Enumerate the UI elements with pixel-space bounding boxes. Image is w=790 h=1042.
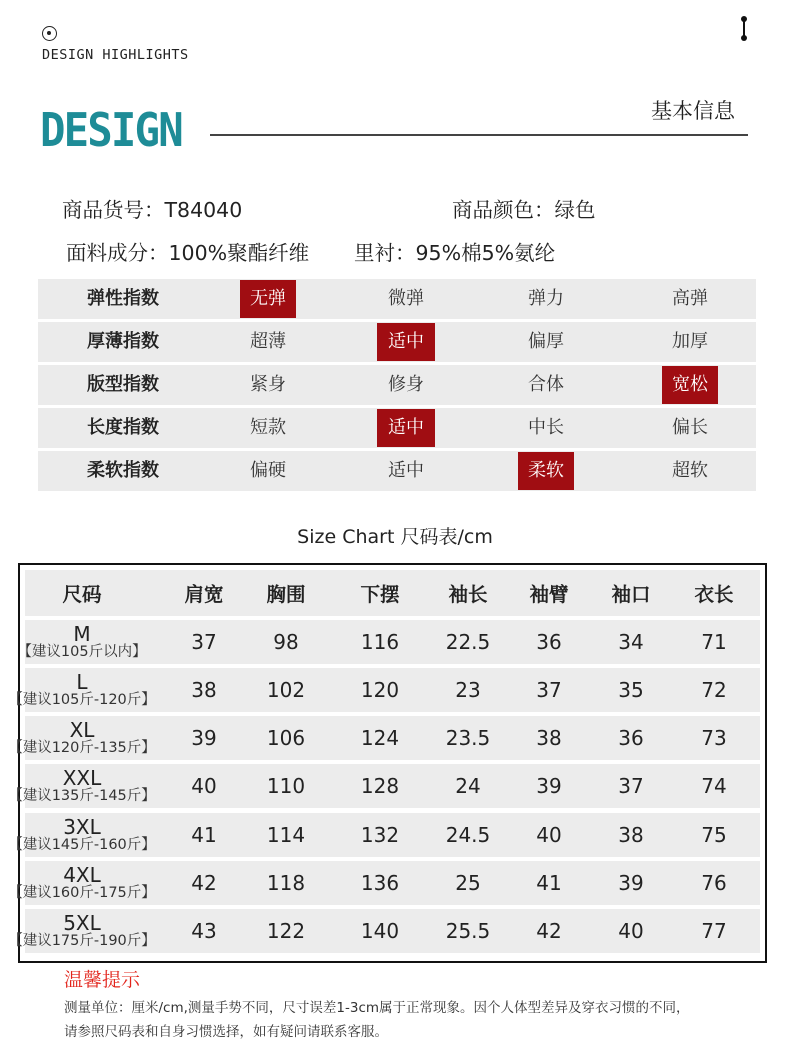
size-table-value: 38 — [191, 678, 217, 702]
size-cell — [2, 620, 162, 664]
size-label: 5XL — [63, 910, 101, 935]
size-table-value: 41 — [191, 823, 217, 847]
size-table-value: 39 — [191, 726, 217, 750]
size-table-header-cell: 肩宽 — [184, 583, 224, 606]
size-table-value: 39 — [536, 774, 562, 798]
item-color: 商品颜色：绿色 — [452, 198, 596, 222]
size-table-value: 118 — [266, 871, 306, 895]
index-row-name: 弹性指数 — [87, 288, 159, 309]
size-table-value: 76 — [701, 871, 727, 895]
size-weight-note: 【建议105斤-120斤】 — [8, 691, 156, 708]
size-table-value: 43 — [191, 919, 217, 943]
size-table-header-cell: 尺码 — [62, 583, 102, 606]
size-table-value: 102 — [266, 678, 306, 702]
size-label: M — [73, 621, 91, 646]
size-weight-note: 【建议145斤-160斤】 — [8, 836, 156, 853]
item-number: 商品货号：T84040 — [62, 198, 243, 222]
size-label: 3XL — [63, 814, 101, 839]
index-option: 合体 — [528, 374, 564, 395]
size-weight-note: 【建议175斤-190斤】 — [8, 932, 156, 949]
size-weight-note: 【建议120斤-135斤】 — [8, 739, 156, 756]
size-table-value: 36 — [618, 726, 644, 750]
lining-composition: 里衬：95%棉5%氨纶 — [354, 241, 556, 265]
index-option: 超软 — [672, 460, 708, 481]
index-option: 弹力 — [528, 288, 564, 309]
size-table-value: 124 — [360, 726, 400, 750]
index-option: 高弹 — [672, 288, 708, 309]
size-label: 4XL — [63, 862, 101, 887]
size-table-row — [8, 716, 760, 760]
index-row — [38, 408, 756, 448]
size-table-value: 98 — [273, 630, 299, 654]
size-table-row — [17, 620, 760, 664]
size-weight-note: 【建议160斤-175斤】 — [8, 884, 156, 901]
index-option: 加厚 — [672, 331, 708, 352]
index-row — [38, 451, 756, 491]
size-table-value: 37 — [536, 678, 562, 702]
index-option: 超薄 — [250, 331, 286, 352]
size-table-value: 73 — [701, 726, 727, 750]
index-option-selected: 宽松 — [662, 366, 718, 404]
index-row-name: 长度指数 — [87, 417, 159, 438]
index-option: 中长 — [528, 417, 564, 438]
size-table-value: 23 — [455, 678, 481, 702]
size-chart-caption: Size Chart 尺码表/cm — [297, 526, 493, 548]
size-table-value: 42 — [536, 919, 562, 943]
size-table-value: 24 — [455, 774, 481, 798]
size-weight-note: 【建议135斤-145斤】 — [8, 787, 156, 804]
size-table-value: 110 — [266, 774, 306, 798]
index-option-selected: 无弹 — [240, 280, 296, 318]
size-cell — [2, 716, 162, 760]
size-table-value: 22.5 — [445, 630, 491, 654]
size-table-header — [25, 570, 760, 616]
size-table-row — [8, 813, 760, 857]
index-row-name: 版型指数 — [87, 374, 159, 395]
size-table-value: 120 — [360, 678, 400, 702]
size-table-value: 132 — [360, 823, 400, 847]
target-icon — [42, 26, 57, 41]
index-row — [38, 322, 756, 362]
size-label: XXL — [62, 765, 102, 790]
size-table-value: 34 — [618, 630, 644, 654]
handle-icon — [742, 16, 746, 40]
size-table-value: 136 — [360, 871, 400, 895]
index-row-name: 柔软指数 — [87, 460, 159, 481]
size-table-value: 40 — [536, 823, 562, 847]
design-title: DESIGN — [40, 103, 182, 157]
size-label: XL — [69, 717, 95, 742]
size-table-value: 37 — [618, 774, 644, 798]
size-label: L — [76, 669, 88, 694]
title-divider — [210, 134, 748, 136]
size-table-value: 140 — [360, 919, 400, 943]
size-table-value: 74 — [701, 774, 727, 798]
size-table-row — [8, 668, 760, 712]
size-table-value: 42 — [191, 871, 217, 895]
size-table-value: 23.5 — [445, 726, 491, 750]
size-cell — [2, 813, 162, 857]
size-table-value: 128 — [360, 774, 400, 798]
size-table-value: 106 — [266, 726, 306, 750]
size-table-header-cell: 袖长 — [448, 583, 488, 606]
size-table-value: 35 — [618, 678, 644, 702]
size-cell — [2, 668, 162, 712]
design-highlights-label: DESIGN HIGHLIGHTS — [42, 47, 189, 63]
tips-text-line-1: 测量单位：厘米/cm,测量手势不同，尺寸误差1-3cm属于正常现象。因个人体型差异及穿衣习惯的不同， — [64, 1000, 690, 1016]
size-cell — [2, 764, 162, 808]
size-table-header-cell: 胸围 — [266, 583, 306, 606]
index-option: 紧身 — [250, 374, 286, 395]
index-option: 偏厚 — [528, 331, 564, 352]
size-table-value: 36 — [536, 630, 562, 654]
size-table-value: 40 — [191, 774, 217, 798]
size-table-value: 122 — [266, 919, 306, 943]
index-option-selected: 适中 — [377, 323, 435, 361]
size-table-value: 38 — [618, 823, 644, 847]
size-table-row — [8, 861, 760, 905]
size-table-row — [8, 764, 760, 808]
size-cell — [2, 861, 162, 905]
index-row — [38, 365, 756, 405]
tips-title: 温馨提示 — [64, 969, 141, 991]
size-table-value: 116 — [360, 630, 400, 654]
size-table-header-cell: 袖口 — [611, 583, 651, 606]
size-table-header-cell: 袖臂 — [529, 583, 569, 606]
index-option: 短款 — [250, 417, 286, 438]
size-table-value: 114 — [266, 823, 306, 847]
size-table-header-cell: 衣长 — [694, 583, 734, 606]
index-option: 适中 — [388, 460, 424, 481]
index-option: 微弹 — [388, 288, 424, 309]
size-table-value: 37 — [191, 630, 217, 654]
size-table-row — [8, 909, 760, 953]
index-row — [38, 279, 756, 319]
size-table-value: 71 — [701, 630, 727, 654]
index-option: 偏长 — [672, 417, 708, 438]
size-weight-note: 【建议105斤以内】 — [17, 643, 147, 660]
size-table-value: 25 — [455, 871, 481, 895]
tips-text-line-2: 请参照尺码表和自身习惯选择，如有疑问请联系客服。 — [64, 1024, 388, 1040]
size-table-header-cell: 下摆 — [360, 583, 400, 606]
size-cell — [2, 909, 162, 953]
basic-info-label: 基本信息 — [651, 99, 735, 123]
size-table-value: 77 — [701, 919, 727, 943]
size-table — [8, 563, 767, 963]
size-table-value: 25.5 — [445, 919, 491, 943]
fabric-composition: 面料成分：100%聚酯纤维 — [66, 241, 310, 265]
size-table-value: 72 — [701, 678, 727, 702]
size-table-value: 75 — [701, 823, 727, 847]
size-table-value: 39 — [618, 871, 644, 895]
size-table-value: 41 — [536, 871, 562, 895]
index-option: 修身 — [388, 374, 424, 395]
index-option-selected: 适中 — [377, 409, 435, 447]
index-row-name: 厚薄指数 — [87, 331, 159, 352]
index-option-selected: 柔软 — [518, 452, 574, 490]
index-option: 偏硬 — [250, 460, 286, 481]
size-table-value: 38 — [536, 726, 562, 750]
size-table-value: 24.5 — [445, 823, 491, 847]
size-table-value: 40 — [618, 919, 644, 943]
